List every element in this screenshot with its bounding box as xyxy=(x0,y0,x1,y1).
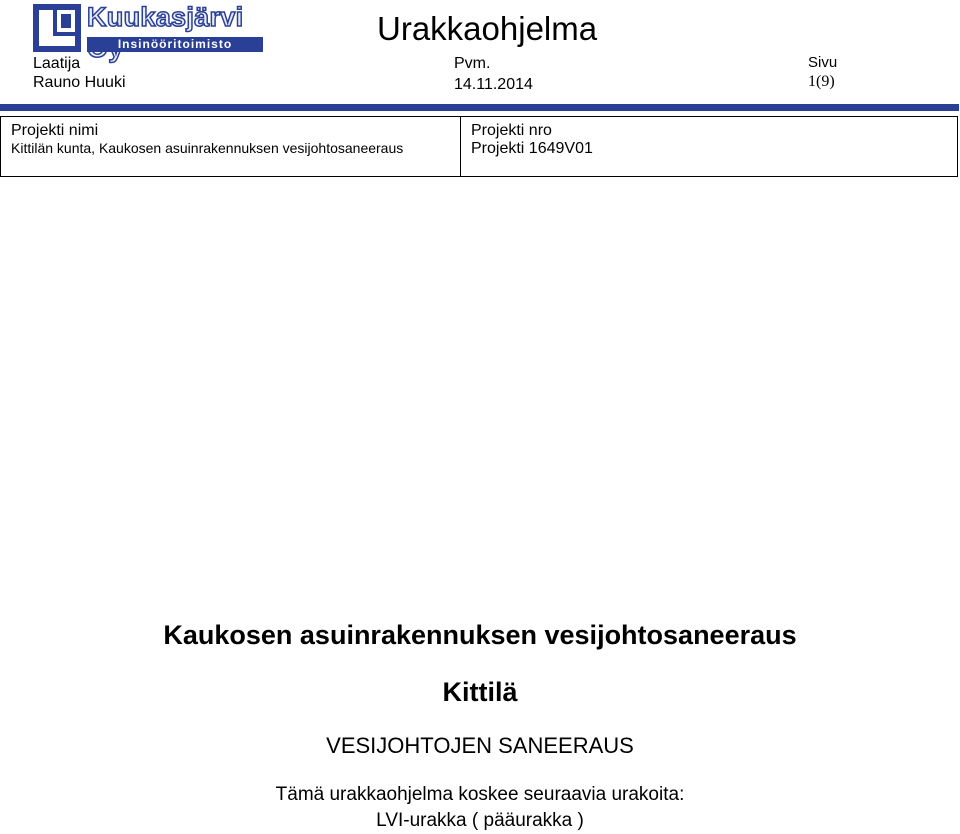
logo-name: Kuukasjärvi xyxy=(87,2,244,32)
project-name-label: Projekti nimi xyxy=(11,122,99,139)
document-title: Urakkaohjelma xyxy=(377,10,598,47)
header-divider xyxy=(0,104,959,111)
contract-item: LVI-urakka ( pääurakka ) xyxy=(376,810,584,831)
place-name: Kittilä xyxy=(442,677,518,707)
date-value: 14.11.2014 xyxy=(454,76,533,93)
project-number-value: Projekti 1649V01 xyxy=(471,140,593,157)
company-logo xyxy=(33,4,265,52)
project-number-label: Projekti nro xyxy=(471,122,552,139)
kuukasjarvi-logo-icon xyxy=(33,4,81,52)
author-label: Laatija xyxy=(33,55,81,72)
project-number-cell xyxy=(461,117,957,176)
project-name-value: Kittilän kunta, Kaukosen asuinrakennuksen vesijohtosaneeraus xyxy=(11,140,404,156)
work-subtitle: VESIJOHTOJEN SANEERAUS xyxy=(326,733,634,758)
logo-subtitle: Insinööritoimisto xyxy=(87,37,263,52)
date-label: Pvm. xyxy=(454,55,491,72)
author-value: Rauno Huuki xyxy=(33,74,126,91)
intro-text: Tämä urakkaohjelma koskee seuraavia urakoita: xyxy=(275,784,685,805)
project-name-cell xyxy=(1,117,461,176)
main-title: Kaukosen asuinrakennuksen vesijohtosaneeraus xyxy=(163,620,797,650)
page-label: Sivu xyxy=(808,54,838,71)
page-number: 1(9) xyxy=(808,73,835,90)
project-info-box xyxy=(0,116,958,177)
